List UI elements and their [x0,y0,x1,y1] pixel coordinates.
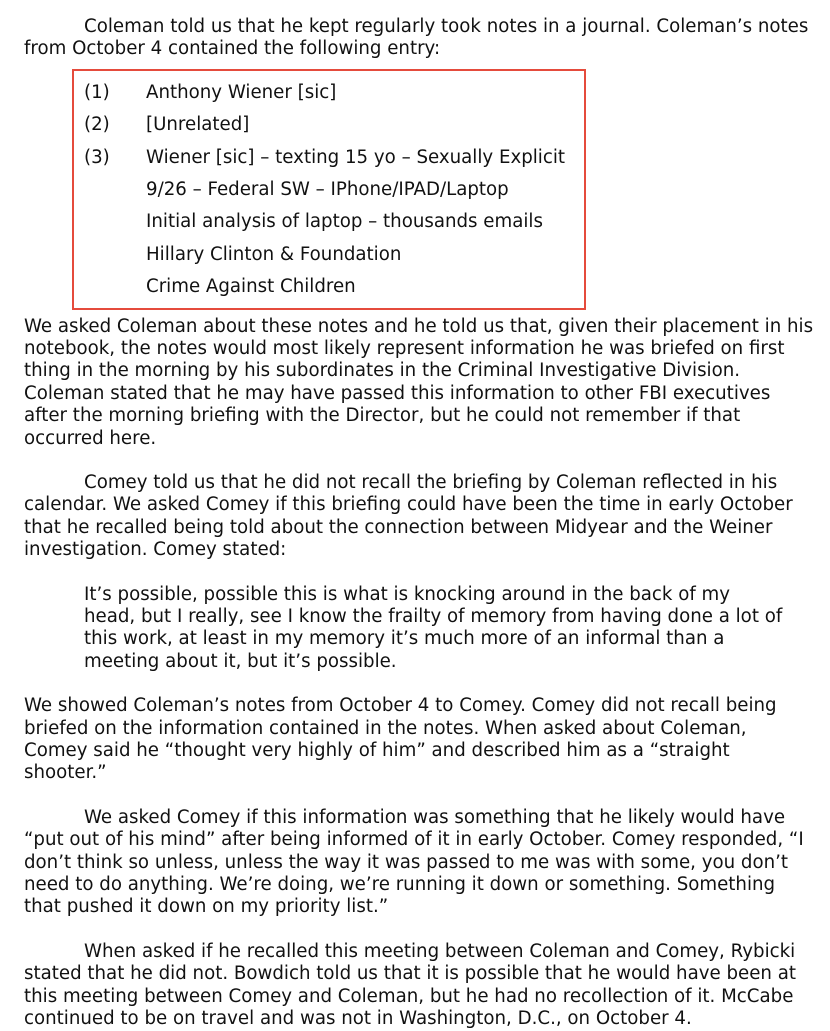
body-paragraph-4: We asked Comey if this information was something that he likely would have “put out of his mind” after being informed of it in early October. Comey responded, “I don’t think so unless, unless the way it was passed to me was with some, you don’t need to do anything. We’re doing, we’re running it down or something. Something that pushed it down on my priority list.” [24,806,804,918]
note-text: Wiener [sic] – texting 15 yo – Sexually Explicit [146,146,566,168]
note-line [84,239,584,271]
body-paragraph-1: We asked Coleman about these notes and he told us that, given their placement in his notebook, the notes would most likely represent information he was briefed on first thing in the morning by his subordinates in the Criminal Investigative Division. Coleman stated that he may have passed this information to other FBI executives after the morning briefing with the Director, but he could not remember if that occurred here. [24,315,814,449]
journal-notes-highlight-box [72,69,586,310]
note-text: Anthony Wiener [sic] [146,81,337,103]
document-page [24,16,814,1031]
note-line [84,109,584,141]
body-paragraph-3: We showed Coleman’s notes from October 4 to Comey. Comey did not recall being briefed on the information contained in the notes. When asked about Coleman, Comey said he “thought very highly of him” and described him as a “straight shooter.” [24,695,777,784]
note-text: Hillary Clinton & Foundation [146,243,402,265]
note-number: (2) [84,114,110,136]
body-paragraph-2: Comey told us that he did not recall the briefing by Coleman reflected in his calendar. We asked Comey if this briefing could have been the time in early October that he recalled being told about the connection between Midyear and the Weiner investigation. Comey stated: [24,471,793,561]
note-text: 9/26 – Federal SW – IPhone/IPAD/Laptop [146,178,509,200]
note-line [84,206,584,238]
note-text: [Unrelated] [146,114,250,136]
note-line [84,77,584,109]
note-number: (1) [84,81,110,103]
note-line [84,271,584,303]
note-line [84,174,584,206]
block-quote: It’s possible, possible this is what is knocking around in the back of my head, but I really, see I know the frailty of memory from having done a lot of this work, at least in my memory it’s much more of an informal than a meeting about it, but it’s possible. [84,583,783,672]
note-line [84,142,584,174]
note-text: Crime Against Children [146,276,356,298]
body-paragraph-5: When asked if he recalled this meeting between Coleman and Comey, Rybicki stated that he did not. Bowdich told us that it is possible that he would have been at this meeting between Comey and Coleman, but he had no recollection of it. McCabe continued to be on travel and was not in Washington, D.C., on October 4. [24,940,796,1030]
intro-paragraph: Coleman told us that he kept regularly took notes in a journal. Coleman’s notes from October 4 contained the following entry: [24,16,809,60]
note-text: Initial analysis of laptop – thousands emails [146,211,543,233]
note-number: (3) [84,146,110,168]
